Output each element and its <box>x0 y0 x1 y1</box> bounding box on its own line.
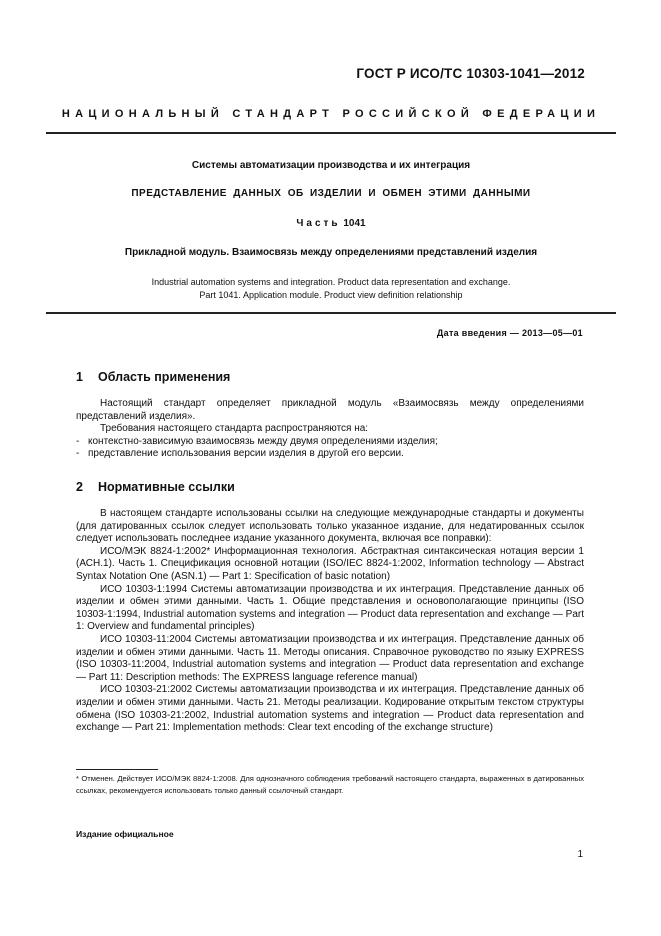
section2-title: Нормативные ссылки <box>98 480 235 494</box>
section1-number: 1 <box>76 370 83 384</box>
national-standard-banner: НАЦИОНАЛЬНЫЙ СТАНДАРТ РОССИЙСКОЙ ФЕДЕРАЦИИ <box>61 108 601 120</box>
title-english-line2: Part 1041. Application module. Product view definition relationship <box>199 290 463 300</box>
page-number: 1 <box>577 849 583 860</box>
normative-reference: ИСО 10303-21:2002 Системы автоматизации производства и их интеграция. Представление данных об изделии и обмен этими данными. Часть 21. Методы реализации. Кодирование открытым текстом структуры обмена (ISO 10303-21:2002, Industrial automation systems and integration — Product data representation and exchange — Part 21: Implementation methods: Clear text encoding of the exchange structure) <box>76 684 584 734</box>
list-item: - контекстно-зависимую взаимосвязь между двумя определениями изделия; <box>76 435 438 447</box>
section1-title: Область применения <box>98 370 231 384</box>
section1-heading <box>76 370 230 384</box>
top-divider <box>46 132 616 134</box>
section2-heading <box>76 480 235 494</box>
section2-number: 2 <box>76 480 83 494</box>
normative-reference: ИСО 10303-1:1994 Системы автоматизации производства и их интеграция. Представление данных об изделии и обмен этими данными. Часть 1. Общие представления и основополагающие принципы (ISO 10303-1:1994, Industrial automation systems and integration — Product data representation and exchange — Part 1: Overview and fundamental principles) <box>76 583 584 633</box>
footnote: * Отменен. Действует ИСО/МЭК 8824-1:2008. Для однозначного соблюдения требований настоящего стандарта, выраженных в датированных ссылках, рекомендуется использовать только данный ссылочный стандарт. <box>76 774 584 795</box>
normative-reference: ИСО 10303-11:2004 Системы автоматизации производства и их интеграция. Представление данных об изделии и обмен этими данными. Часть 11. Методы описания. Справочное руководство по языку EXPRESS (ISO 10303-11:2004, Industrial automation systems and integration — Product data representation and exchange — Part 11: Description methods: The EXPRESS language reference manual) <box>76 633 584 683</box>
section1-para1: Настоящий стандарт определяет прикладной модуль «Взаимосвязь между определениями представлений изделия». <box>76 398 584 422</box>
list-item: - представление использования версии изделия в другой его версии. <box>76 448 404 460</box>
introduction-date: Дата введения — 2013—05—01 <box>436 328 583 338</box>
section1-para2: Требования настоящего стандарта распространяются на: <box>100 423 369 435</box>
title-english <box>46 276 616 302</box>
section1-body <box>76 398 584 461</box>
official-edition-label: Издание официальное <box>76 829 174 839</box>
standard-number: ГОСТ Р ИСО/ТС 10303-1041—2012 <box>356 66 585 81</box>
title-part <box>46 218 616 229</box>
normative-reference: ИСО/МЭК 8824-1:2002* Информационная технология. Абстрактная синтаксическая нотация версии 1 (АСН.1). Часть 1. Спецификация основной нотации (ISO/IEC 8824-1:2002, Information technology — Abstract Syntax Notation One (ASN.1) — Part 1: Specification of basic notation) <box>76 545 584 582</box>
section2-intro: В настоящем стандарте использованы ссылки на следующие международные стандарты и документы (для датированных ссылок следует использовать только указанное издание, для недатированных ссылок следует использовать последнее издание указанного документа, включая все поправки): <box>76 508 584 545</box>
title-part-word: Часть <box>296 218 341 229</box>
list-item-text: представление использования версии изделия в другой его версии. <box>88 448 404 460</box>
section2-body <box>76 508 584 735</box>
title-divider <box>46 312 616 314</box>
title-module: Прикладной модуль. Взаимосвязь между определениями представлений изделия <box>124 247 538 258</box>
list-item-text: контекстно-зависимую взаимосвязь между двумя определениями изделия; <box>88 435 438 447</box>
footnote-divider <box>76 769 158 770</box>
title-representation: ПРЕДСТАВЛЕНИЕ ДАННЫХ ОБ ИЗДЕЛИИ И ОБМЕН ЭТИМИ ДАННЫМИ <box>131 188 531 199</box>
title-english-line1: Industrial automation systems and integration. Product data representation and exchange. <box>151 277 511 287</box>
title-part-number: 1041 <box>343 218 366 229</box>
title-systems: Системы автоматизации производства и их интеграция <box>191 160 471 171</box>
